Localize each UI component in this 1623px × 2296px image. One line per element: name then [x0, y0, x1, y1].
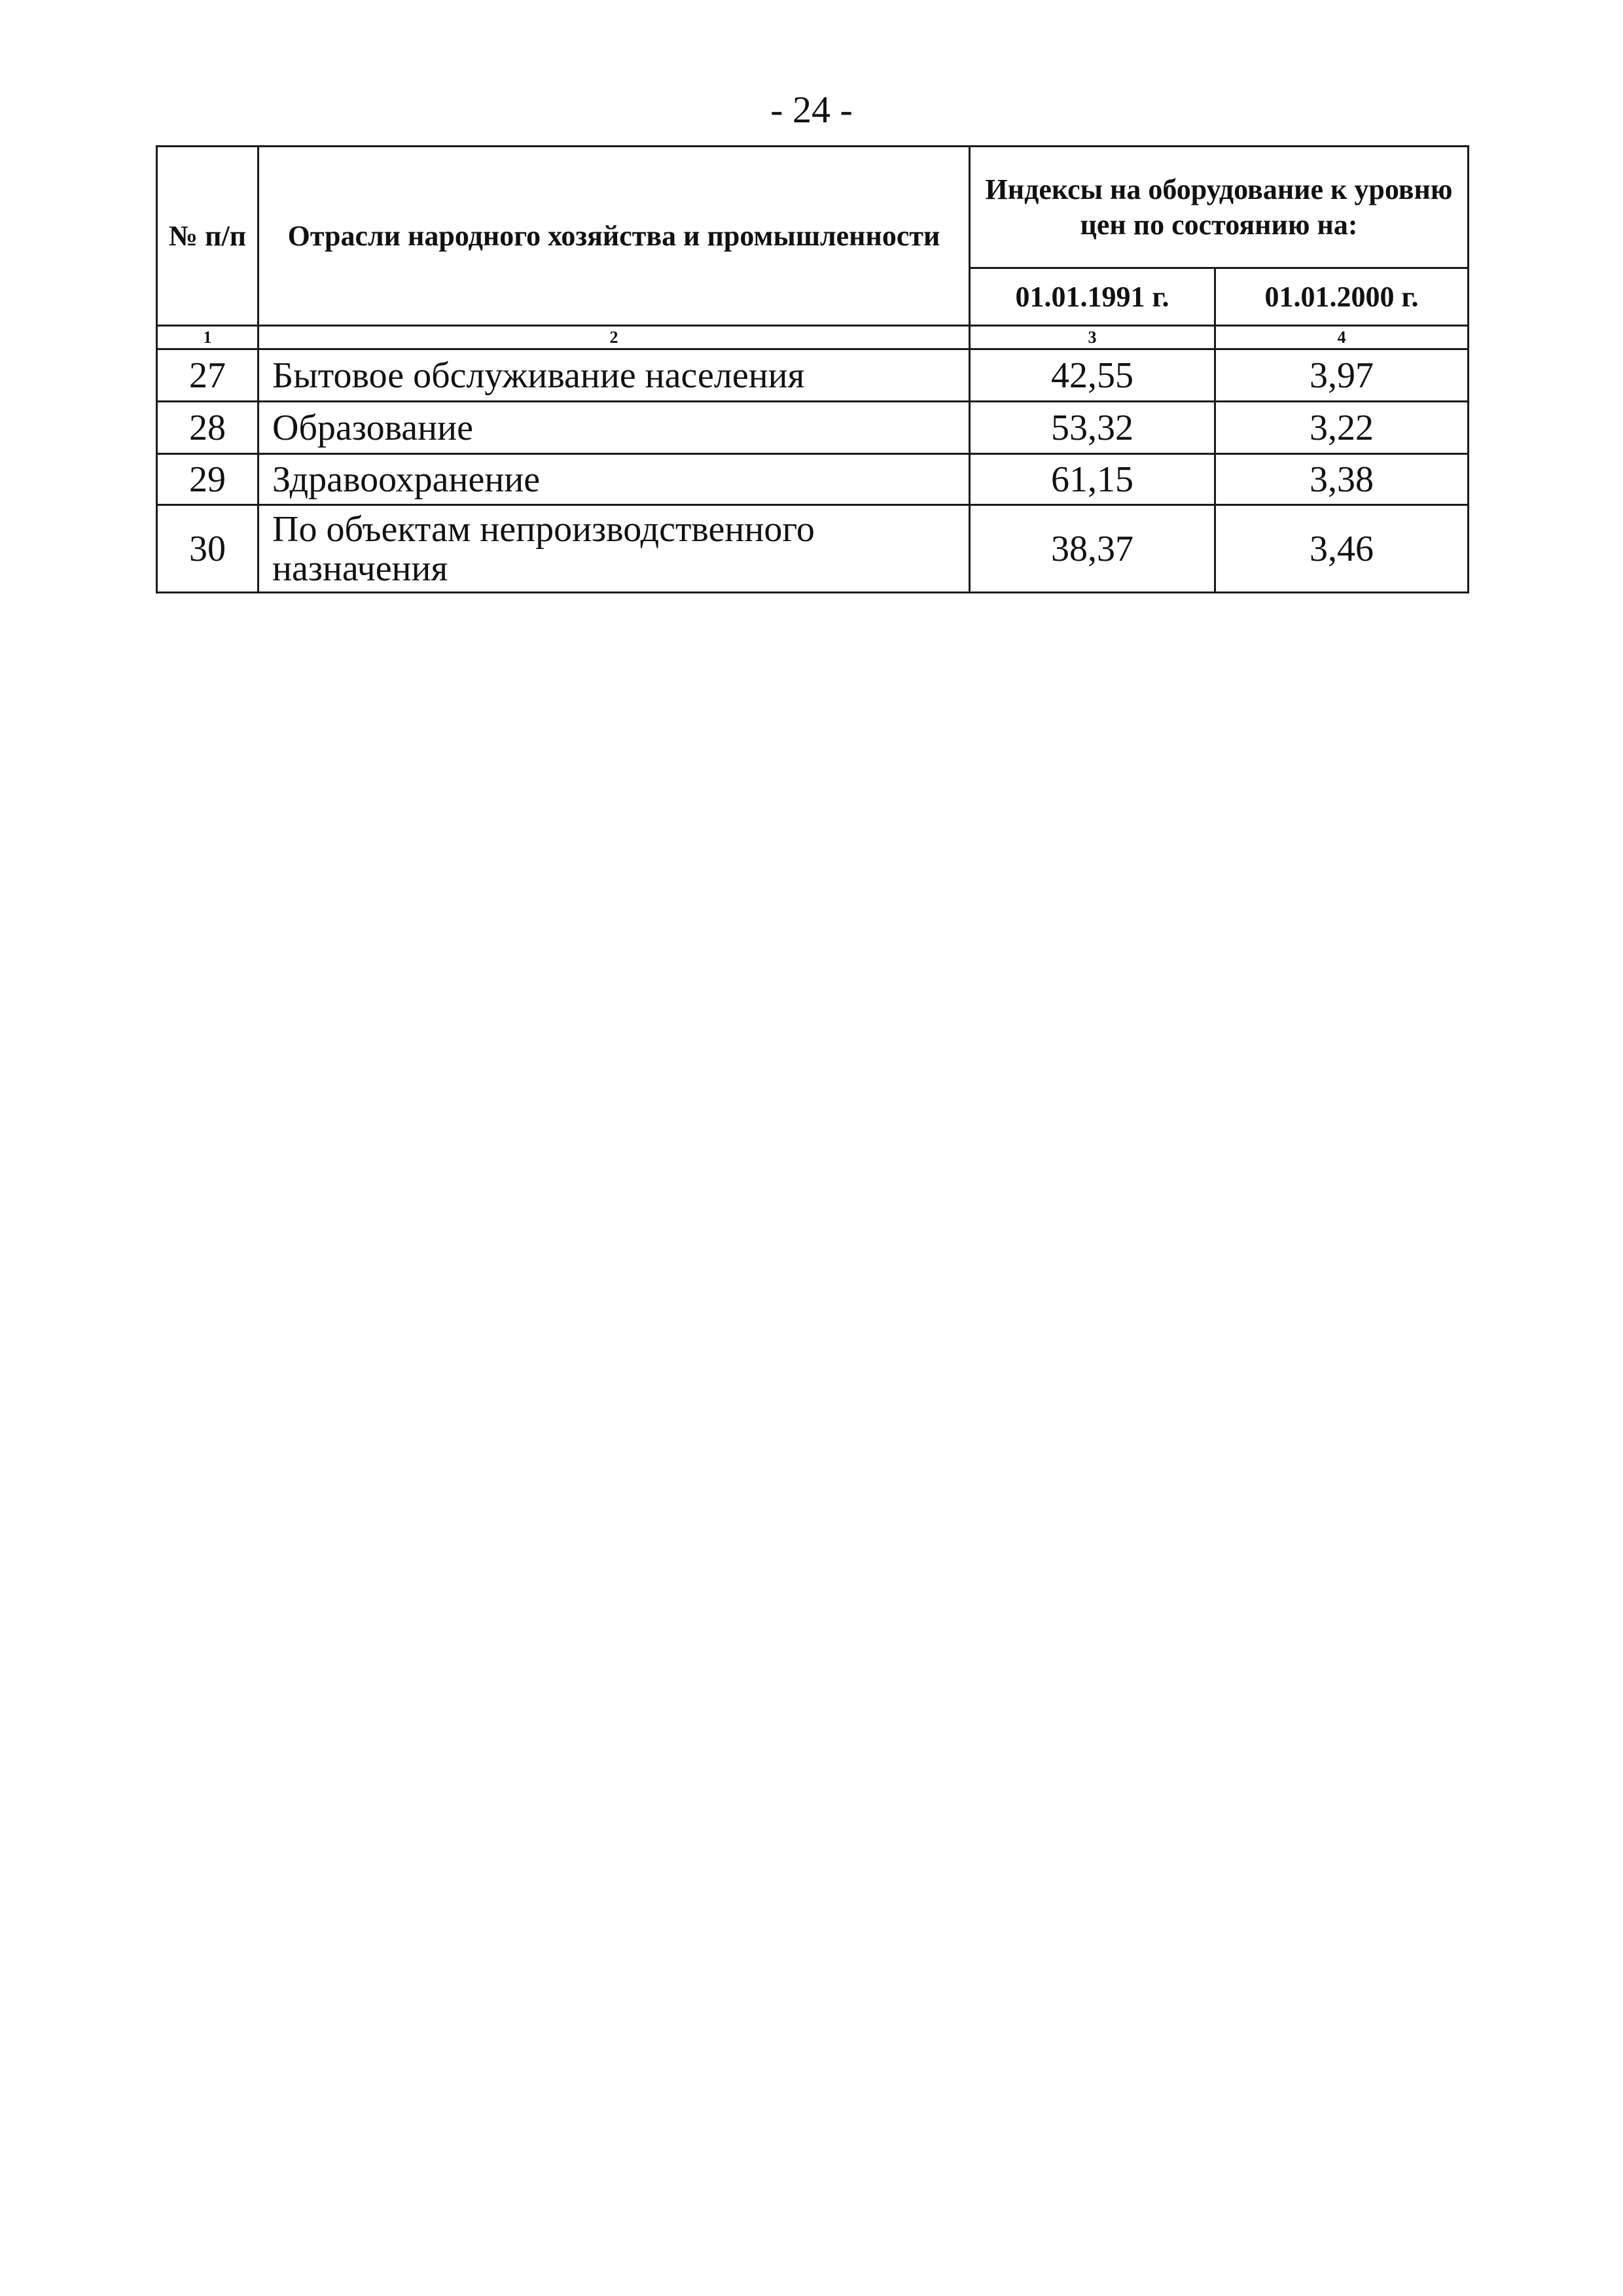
row-index-1991: 53,32	[970, 402, 1215, 454]
row-industry: Здравоохранение	[259, 454, 970, 505]
column-number: 1	[157, 326, 259, 349]
row-index-1991: 42,55	[970, 349, 1215, 402]
row-number: 29	[157, 454, 259, 505]
row-number: 28	[157, 402, 259, 454]
row-number: 30	[157, 505, 259, 593]
table-row	[157, 402, 1469, 454]
header-industry: Отрасли народного хозяйства и промышленности	[259, 147, 970, 326]
header-date-2000: 01.01.2000 г.	[1215, 268, 1469, 326]
row-index-2000: 3,38	[1215, 454, 1469, 505]
column-number: 3	[970, 326, 1215, 349]
row-index-2000: 3,97	[1215, 349, 1469, 402]
row-industry: Образование	[259, 402, 970, 454]
row-industry: По объектам непроизводственного назначения	[259, 505, 970, 593]
row-index-1991: 38,37	[970, 505, 1215, 593]
header-date-1991: 01.01.1991 г.	[970, 268, 1215, 326]
column-number: 4	[1215, 326, 1469, 349]
column-number: 2	[259, 326, 970, 349]
row-index-2000: 3,22	[1215, 402, 1469, 454]
header-indices: Индексы на оборудование к уровню цен по состоянию на:	[970, 147, 1469, 268]
table-row	[157, 454, 1469, 505]
row-number: 27	[157, 349, 259, 402]
equipment-index-table	[156, 145, 1469, 593]
table-row	[157, 505, 1469, 593]
page-number: - 24 -	[770, 88, 853, 131]
table-row	[157, 349, 1469, 402]
header-num: № п/п	[157, 147, 259, 326]
row-index-2000: 3,46	[1215, 505, 1469, 593]
row-index-1991: 61,15	[970, 454, 1215, 505]
row-industry: Бытовое обслуживание населения	[259, 349, 970, 402]
